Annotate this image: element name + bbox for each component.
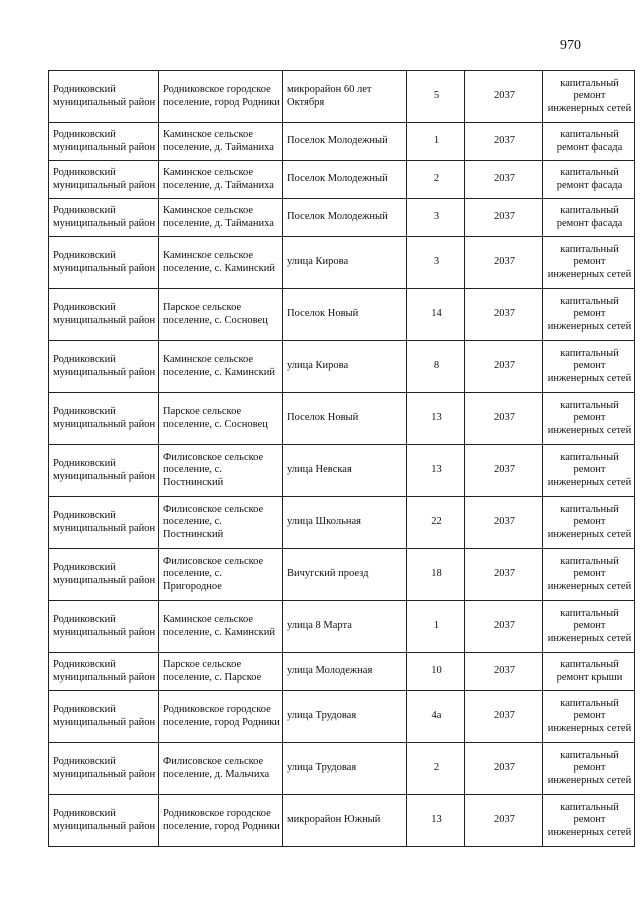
district-cell: Родниковский муниципальный район [49, 497, 159, 549]
house-number-cell: 13 [407, 393, 465, 445]
settlement-cell: Каминское сельское поселение, д. Тайманиха [159, 123, 283, 161]
street-cell: Вичугский проезд [283, 549, 407, 601]
street-cell: Поселок Молодежный [283, 199, 407, 237]
year-cell: 2037 [465, 795, 543, 847]
district-cell: Родниковский муниципальный район [49, 161, 159, 199]
work-type-cell: капитальный ремонт инженерных сетей [543, 743, 635, 795]
work-type-cell: капитальный ремонт инженерных сетей [543, 445, 635, 497]
settlement-cell: Парское сельское поселение, с. Парское [159, 653, 283, 691]
house-number-cell: 2 [407, 743, 465, 795]
house-number-cell: 14 [407, 289, 465, 341]
house-number-cell: 4а [407, 691, 465, 743]
work-type-cell: капитальный ремонт инженерных сетей [543, 71, 635, 123]
work-type-cell: капитальный ремонт фасада [543, 199, 635, 237]
district-cell: Родниковский муниципальный район [49, 71, 159, 123]
table-row [49, 161, 635, 199]
district-cell: Родниковский муниципальный район [49, 237, 159, 289]
settlement-cell: Каминское сельское поселение, д. Тайманиха [159, 199, 283, 237]
street-cell: Поселок Новый [283, 393, 407, 445]
settlement-cell: Каминское сельское поселение, с. Каминский [159, 237, 283, 289]
table-row [49, 237, 635, 289]
repair-schedule-table [48, 70, 635, 847]
house-number-cell: 13 [407, 795, 465, 847]
work-type-cell: капитальный ремонт инженерных сетей [543, 601, 635, 653]
table-row [49, 601, 635, 653]
work-type-cell: капитальный ремонт фасада [543, 123, 635, 161]
settlement-cell: Родниковское городское поселение, город Родники [159, 691, 283, 743]
table-row [49, 289, 635, 341]
street-cell: улица Кирова [283, 341, 407, 393]
district-cell: Родниковский муниципальный район [49, 289, 159, 341]
settlement-cell: Парское сельское поселение, с. Сосновец [159, 289, 283, 341]
house-number-cell: 3 [407, 199, 465, 237]
district-cell: Родниковский муниципальный район [49, 691, 159, 743]
street-cell: Поселок Новый [283, 289, 407, 341]
settlement-cell: Парское сельское поселение, с. Сосновец [159, 393, 283, 445]
street-cell: Поселок Молодежный [283, 123, 407, 161]
settlement-cell: Филисовское сельское поселение, с. Постнинский [159, 445, 283, 497]
street-cell: улица Молодежная [283, 653, 407, 691]
table-row [49, 653, 635, 691]
settlement-cell: Филисовское сельское поселение, д. Мальчиха [159, 743, 283, 795]
settlement-cell: Каминское сельское поселение, с. Каминский [159, 601, 283, 653]
house-number-cell: 2 [407, 161, 465, 199]
year-cell: 2037 [465, 601, 543, 653]
year-cell: 2037 [465, 161, 543, 199]
street-cell: улица Трудовая [283, 743, 407, 795]
year-cell: 2037 [465, 71, 543, 123]
house-number-cell: 22 [407, 497, 465, 549]
district-cell: Родниковский муниципальный район [49, 445, 159, 497]
street-cell: улица Невская [283, 445, 407, 497]
year-cell: 2037 [465, 393, 543, 445]
work-type-cell: капитальный ремонт инженерных сетей [543, 549, 635, 601]
table-row [49, 341, 635, 393]
house-number-cell: 5 [407, 71, 465, 123]
work-type-cell: капитальный ремонт инженерных сетей [543, 497, 635, 549]
year-cell: 2037 [465, 653, 543, 691]
work-type-cell: капитальный ремонт инженерных сетей [543, 237, 635, 289]
district-cell: Родниковский муниципальный район [49, 743, 159, 795]
work-type-cell: капитальный ремонт инженерных сетей [543, 691, 635, 743]
table-row [49, 795, 635, 847]
table-row [49, 743, 635, 795]
house-number-cell: 18 [407, 549, 465, 601]
year-cell: 2037 [465, 743, 543, 795]
work-type-cell: капитальный ремонт крыши [543, 653, 635, 691]
district-cell: Родниковский муниципальный район [49, 393, 159, 445]
work-type-cell: капитальный ремонт инженерных сетей [543, 289, 635, 341]
settlement-cell: Родниковское городское поселение, город Родники [159, 795, 283, 847]
district-cell: Родниковский муниципальный район [49, 199, 159, 237]
settlement-cell: Филисовское сельское поселение, с. Пригородное [159, 549, 283, 601]
district-cell: Родниковский муниципальный район [49, 795, 159, 847]
year-cell: 2037 [465, 691, 543, 743]
settlement-cell: Каминское сельское поселение, с. Каминский [159, 341, 283, 393]
street-cell: микрорайон 60 лет Октября [283, 71, 407, 123]
district-cell: Родниковский муниципальный район [49, 341, 159, 393]
street-cell: Поселок Молодежный [283, 161, 407, 199]
district-cell: Родниковский муниципальный район [49, 549, 159, 601]
district-cell: Родниковский муниципальный район [49, 653, 159, 691]
year-cell: 2037 [465, 549, 543, 601]
district-cell: Родниковский муниципальный район [49, 123, 159, 161]
settlement-cell: Родниковское городское поселение, город Родники [159, 71, 283, 123]
page-number: 970 [560, 38, 581, 53]
settlement-cell: Каминское сельское поселение, д. Тайманиха [159, 161, 283, 199]
work-type-cell: капитальный ремонт инженерных сетей [543, 795, 635, 847]
year-cell: 2037 [465, 497, 543, 549]
street-cell: улица 8 Марта [283, 601, 407, 653]
street-cell: улица Кирова [283, 237, 407, 289]
table-row [49, 445, 635, 497]
street-cell: улица Трудовая [283, 691, 407, 743]
house-number-cell: 10 [407, 653, 465, 691]
work-type-cell: капитальный ремонт фасада [543, 161, 635, 199]
house-number-cell: 13 [407, 445, 465, 497]
year-cell: 2037 [465, 123, 543, 161]
year-cell: 2037 [465, 199, 543, 237]
house-number-cell: 1 [407, 123, 465, 161]
year-cell: 2037 [465, 445, 543, 497]
house-number-cell: 8 [407, 341, 465, 393]
house-number-cell: 1 [407, 601, 465, 653]
street-cell: улица Школьная [283, 497, 407, 549]
table-row [49, 393, 635, 445]
work-type-cell: капитальный ремонт инженерных сетей [543, 341, 635, 393]
work-type-cell: капитальный ремонт инженерных сетей [543, 393, 635, 445]
year-cell: 2037 [465, 289, 543, 341]
table-body [49, 71, 635, 847]
settlement-cell: Филисовское сельское поселение, с. Постнинский [159, 497, 283, 549]
house-number-cell: 3 [407, 237, 465, 289]
table-row [49, 71, 635, 123]
year-cell: 2037 [465, 341, 543, 393]
table-row [49, 549, 635, 601]
district-cell: Родниковский муниципальный район [49, 601, 159, 653]
table-row [49, 497, 635, 549]
table-row [49, 123, 635, 161]
table-row [49, 691, 635, 743]
street-cell: микрорайон Южный [283, 795, 407, 847]
year-cell: 2037 [465, 237, 543, 289]
table-row [49, 199, 635, 237]
